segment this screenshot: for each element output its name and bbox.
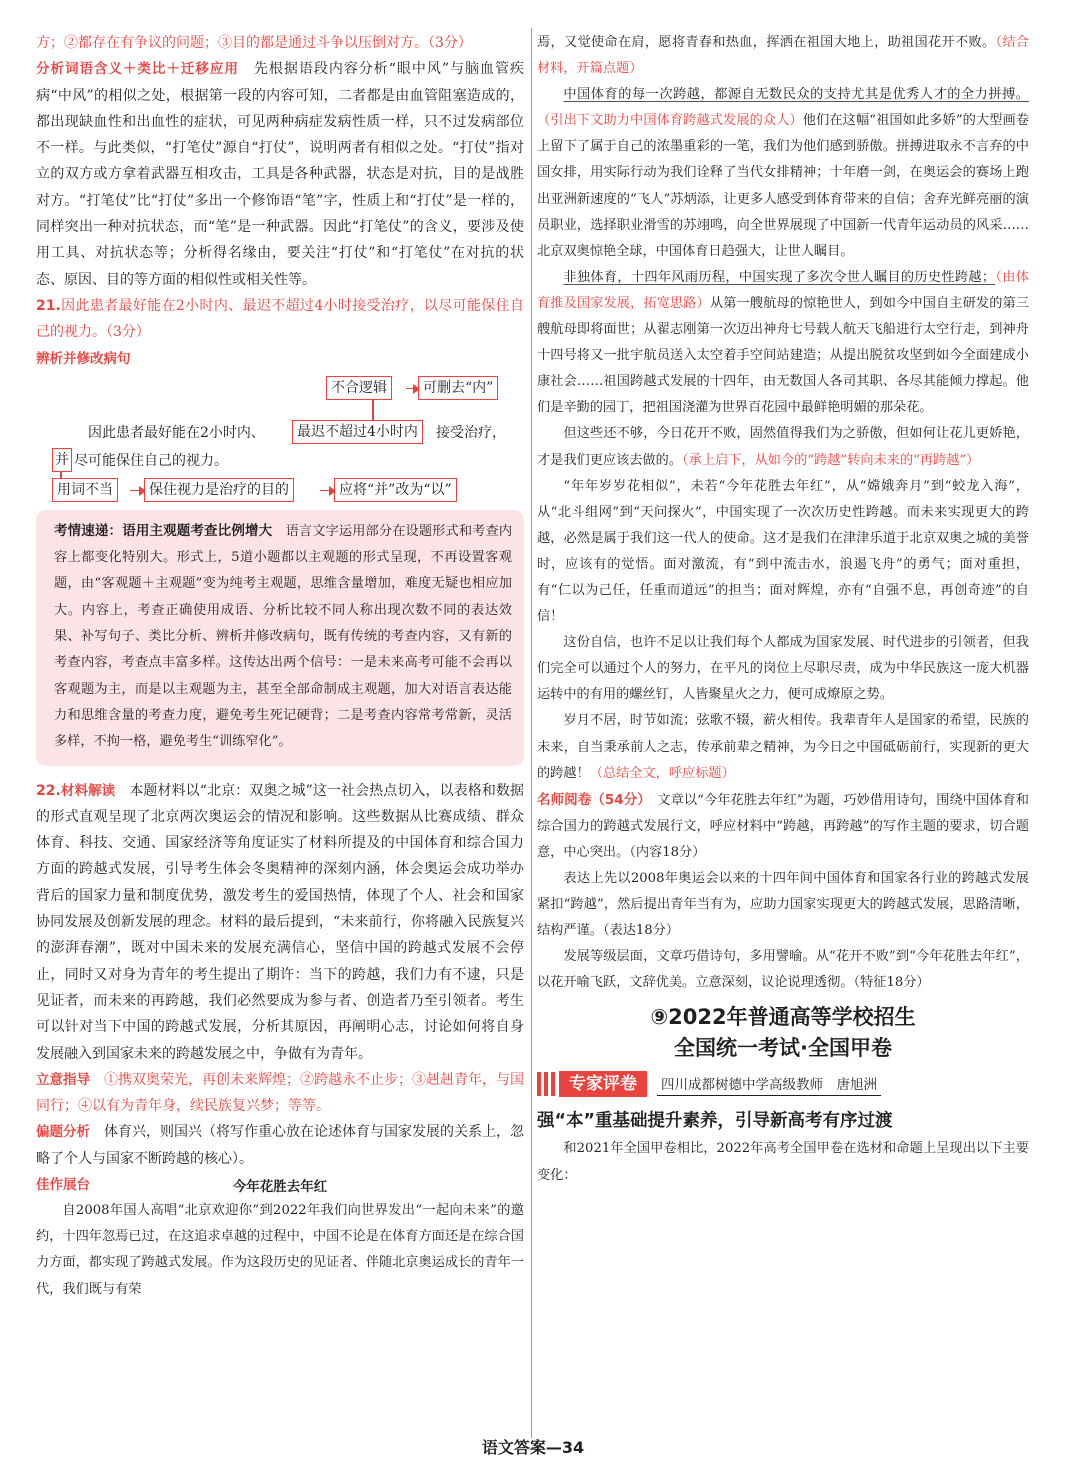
review-intro: 和2021年全国甲卷相比，2022年高考全国甲卷在选材和命题上呈现出以下主要变化： — [537, 1141, 1029, 1183]
q21-number: 21. — [36, 297, 61, 314]
essay-note: （引出下文助力中国体育跨越式发展的众人） — [537, 113, 803, 129]
q21-label-line — [36, 346, 524, 372]
section-title-line1: ⑨2022年普通高等学校招生 — [650, 1005, 916, 1030]
jiazuo-label: 佳作展台 — [36, 1176, 90, 1193]
diagram-arrow — [130, 490, 144, 492]
analysis-label: 分析词语含义＋类比＋迁移应用 — [36, 61, 239, 78]
essay-paragraph-5 — [537, 421, 1029, 473]
essay-note: （承上启下，从如今的“跨越”转向未来的“再跨越”） — [682, 452, 980, 468]
diagram-line1-a: 因此患者最好能在2小时内、 — [88, 424, 265, 441]
essay-underline: 中国体育的每一次跨越，都源自无数民众的支持尤其是优秀人才的全力拼搏。 — [563, 87, 1029, 103]
lizhi-text: ①携双奥荣光，再创未来辉煌；②跨越永不止步；③赳赳青年，与国同行；④以有为青年身，续民族复兴梦；等等。 — [36, 1071, 524, 1115]
diagram-box-word: 用词不当 — [52, 478, 118, 502]
essay-paragraph-3 — [537, 82, 1029, 265]
review-subtitle: 强“本”重基础提升素养，引导新高考有序过渡 — [537, 1111, 893, 1132]
pianti-label: 偏题分析 — [36, 1124, 90, 1141]
page-footer: 语文答案—34 — [481, 1438, 585, 1457]
mingshi-text: 文章以“今年花胜去年红”为题，巧妙借用诗句，围绕中国体育和综合国力的跨越式发展行文，呼应材料中“跨越，再跨越”的写作主题的要求，切合题意，中心突出。（内容18分） — [537, 792, 1029, 860]
essay-underline: 非独体育，十四年风雨历程，中国实现了多次令世人瞩目的历史性跨越； — [563, 269, 996, 285]
sentence-diagram — [36, 374, 524, 502]
q22-number: 22. — [36, 782, 61, 799]
jiazuo-line — [36, 1172, 524, 1198]
left-column — [36, 30, 524, 1303]
q22-paragraph — [36, 778, 524, 1067]
diagram-line1-box: 最迟不超过4小时内 — [292, 420, 423, 444]
column-divider — [531, 28, 532, 1438]
q22-text: 本题材料以“北京：双奥之城”这一社会热点切入，以表格和数据的形式直观呈现了北京两次奥运会的情况和影响。这些数据从比赛成绩、群众体育、科技、交通、国家经济等角度证实了材料所提及的中国体育和综合国力方面的跨越式发展，引导考生体会冬奥精神的深刻内涵，体会奥运会成功举办背后的国家力量和制度优势，激发考生的爱国热情，体现了个人、社会和国家协同发展及创新发展的理念。材料的最后提到，“未来前行，你将融入民族复兴的澎湃春潮”，既对中国未来的发展充满信心，坚信中国的跨越式发展不会停止，同时又对身为青年的考生提出了期许：当下的跨越，我们力有不逮，只是见证者，而未来的再跨越，我们必然要成为参与者、创造者乃至引领者。考生可以针对当下中国的跨越式发展，分析其原因，再阐明心志，讨论如何将自身发展融入到国家未来的跨越发展之中，争做有为青年。 — [36, 782, 524, 1062]
diagram-box-delete: 可删去“内” — [418, 376, 498, 400]
expert-author: 四川成都树德中学高级教师 唐旭洲 — [657, 1073, 881, 1096]
fazhan-paragraph: 发展等级层面，文章巧借诗句，多用譬喻。从“花开不败”到“今年花胜去年红”，以花开喻飞跃，文辞优美。立意深刻，议论说理透彻。（特征18分） — [537, 949, 1029, 991]
essay-text: 岁月不居，时节如流；弦歌不辍，薪火相传。我辈青年人是国家的希望，民族的未来，自当秉承前人之志，传承前辈之精神，为今日之中国砥砺前行，实现新的更大的跨越！ — [537, 713, 1029, 781]
lizhi-label: 立意指导 — [36, 1071, 90, 1088]
diagram-line2-box: 并 — [52, 448, 72, 472]
essay-note: （结合材料，开篇点题） — [537, 35, 1029, 77]
answer-continuation: 方；②都存在有争议的问题；③目的都是通过斗争以压倒对方。（3分） — [36, 35, 472, 51]
essay-title: 今年花胜去年红 — [232, 1178, 328, 1195]
pianti-text: 体育兴，则国兴（将写作重心放在论述体育与国家发展的关系上，忽略了个人与国家不断跨越的核心）。 — [36, 1124, 524, 1167]
essay-note: （总结全文，呼应标题） — [589, 765, 735, 781]
essay-paragraph-7: 这份自信，也许不足以让我们每个人都成为国家发展、时代进步的引领者，但我们完全可以通过个人的努力，在平凡的岗位上尽职尽责，成为中华民族这一庞大机器运转中的有用的螺丝钉，人皆聚星火之力，便可成燎原之势。 — [537, 635, 1029, 703]
diagram-line2-b: 尽可能保住自己的视力。 — [74, 452, 228, 469]
analysis-text: 先根据语段内容分析“眼中风”与脑血管疾病“中风”的相似之处，根据第一段的内容可知，二者都是由血管阻塞造成的，都出现缺血性和出血性的症状，可见两种病症发病性质一样，只不过发病部位不一样。与此类似，“打笔仗”源自“打仗”，说明两者有相似之处。“打仗”指对立的双方或方拿着武器互相攻击，工具是各种武器，状态是对抗，目的是战胜对方。“打笔仗”比“打仗”多出一个修饰语“笔”字，性质上和“打仗”是一样的，同样突出一种对抗状态，而“笔”是一种武器。因此“打笔仗”的含义，要涉及使用工具、对抗状态等；分析得名缘由，要关注“打仗”和“打笔仗”在对抗的状态、原因、目的等方面的相似性或相关性等。 — [36, 61, 525, 288]
section-title-line2: 全国统一考试·全国甲卷 — [674, 1036, 892, 1061]
pianti-paragraph — [36, 1119, 524, 1172]
mingshi-paragraph — [537, 787, 1029, 866]
essay-text: 焉，又觉使命在肩，愿将青春和热血，挥洒在祖国大地上，助祖国花开不败。 — [537, 35, 996, 50]
exam-trend-box — [36, 510, 524, 766]
essay-paragraph-6: “年年岁岁花相似”，未若“今年花胜去年红”，从“嫦娥奔月”到“蛟龙入海”，从“北斗组网”到“天问探火”，中国实现了一次次历史性跨越。而未来实现更大的跨越，必然是属于我们这一代人的使命。这才是我们在津津乐道于北京双奥之城的美誉时，应该有的觉悟。面对激流，有“到中流击水，浪遏飞舟”的勇气；面对重担，有“仁以为己任，任重而道远”的担当；面对辉煌，亦有“自强不息，再创奇迹”的自信！ — [537, 478, 1029, 625]
q22-label: 材料解读 — [60, 782, 116, 799]
mingshi-label: 名师阅卷（54分） — [537, 791, 645, 808]
essay-text: 从第一艘航母的惊艳世人，到如今中国自主研发的第三艘航母即将面世；从翟志刚第一次迈出神舟七号载人航天飞船进行太空行走，到神舟十四号将又一批宇航员送入太空着手空间站建造；从提出脱贫攻坚到如今全面建成小康社会……祖国跨越式发展的十四年，由无数国人各司其职、各尽其能倾力撑起。他们是辛勤的园丁，把祖国浇灌为世界百花园中最鲜艳明媚的那朵花。 — [537, 295, 1029, 416]
diagram-box-logic: 不合逻辑 — [326, 376, 392, 400]
essay-paragraph-4 — [537, 265, 1029, 422]
essay-text: 但这些还不够，今日花开不败，固然值得我们为之骄傲，但如何让花儿更娇艳，才是我们更应该去做的。 — [537, 426, 1029, 468]
analysis-paragraph — [36, 56, 524, 293]
essay-paragraph-1: 自2008年国人高唱“北京欢迎你”到2022年我们向世界发出“一起向未来”的邀约，十四年忽焉已过，在这追求卓越的过程中，中国不论是在体育方面还是在综合国力方面，都实现了跨越式发展。作为这段历史的见证者、伴随北京奥运成长的青年一代，我们既与有荣 — [36, 1203, 524, 1297]
q21-answer — [36, 293, 524, 346]
q21-text: 因此患者最好能在2小时内、最迟不超过4小时接受治疗，以尽可能保住自己的视力。（3分） — [36, 297, 524, 341]
essay-note: （由体育推及国家发展，拓宽思路） — [537, 269, 1029, 311]
stripe-decoration — [537, 1072, 555, 1096]
diagram-connector — [372, 400, 374, 422]
lizhi-paragraph — [36, 1067, 524, 1120]
essay-paragraph-8 — [537, 708, 1029, 786]
section-title — [537, 1002, 1029, 1064]
diagram-line1-b: 接受治疗， — [436, 424, 506, 441]
exam-trend-text — [54, 518, 512, 756]
q21-label: 辨析并修改病句 — [36, 350, 131, 367]
exam-trend-body: 语言文字运用部分在设题形式和考查内容上都变化特别大。形式上，5道小题都以主观题的形式呈现，不再设置客观题，由“客观题＋主观题”变为纯考主观题，思维含量增加，难度无疑也相应加大。内容上，考查正确使用成语、分析比较不同人称出现次数不同的表达效果、补写句子、类比分析、辨析并修改病句，既有传统的考查内容，又有新的考查内容，考查点丰富多样。这传达出两个信号：一是未来高考可能不会再以客观题为主，而是以主观题为主，甚至全部命制成主观题，加大对语言表达能力和思维含量的考查力度，避免考生死记硬背；二是考查内容常考常新，灵活多样，不拘一格，避免考生“训练窄化”。 — [54, 523, 513, 750]
diagram-arrow — [406, 388, 418, 390]
essay-text: 他们在这幅“祖国如此多娇”的大型画卷上留下了属于自己的浓墨重彩的一笔，我们为他们感到骄傲。拼搏进取永不言弃的中国女排，用实际行动为我们诠释了当代女排精神；十年磨一剑，在奥运会的赛场上跑出亚洲新速度的“飞人”苏炳添，让更多人感受到体育带来的自信；舍弃光鲜亮丽的演员职业，选择职业滑雪的苏翊鸣，向全世界展现了中国新一代青年运动员的风采……北京双奥惊艳全球，中国体育日趋强大，让世人瞩目。 — [537, 113, 1030, 259]
expert-tag: 专家评卷 — [559, 1071, 647, 1097]
exam-trend-head: 考情速递：语用主观题考查比例增大 — [54, 522, 273, 539]
diagram-box-purpose: 保住视力是治疗的目的 — [144, 478, 294, 502]
biaoda-paragraph: 表达上先以2008年奥运会以来的十四年间中国体育和国家各行业的跨越式发展紧扣“跨越”，然后提出青年当有为，应助力国家实现更大的跨越式发展，思路清晰，结构严谨。（表达18分） — [537, 871, 1029, 939]
diagram-arrow — [320, 490, 334, 492]
diagram-box-change: 应将“并”改为“以” — [334, 478, 457, 502]
essay-paragraph-2 — [537, 30, 1029, 82]
right-column — [537, 30, 1029, 1189]
expert-review-bar — [537, 1070, 1029, 1098]
